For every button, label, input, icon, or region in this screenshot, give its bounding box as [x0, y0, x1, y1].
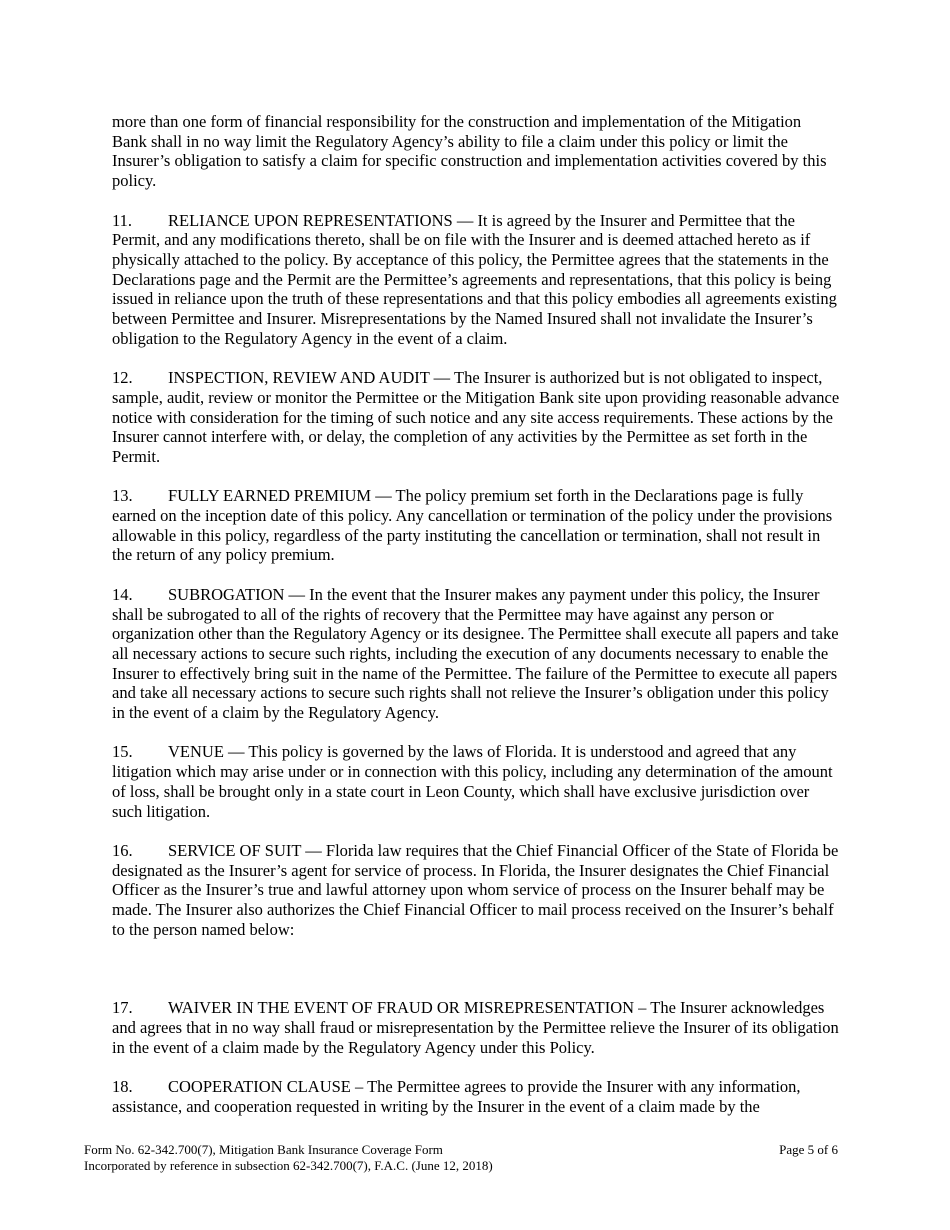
- paragraph-number: 17.: [112, 998, 133, 1018]
- paragraph-number: 13.: [112, 486, 133, 506]
- paragraph-number: 11.: [112, 210, 133, 230]
- paragraph-16: [112, 841, 840, 940]
- paragraph-18: [112, 1077, 840, 1116]
- paragraph-text: COOPERATION CLAUSE – The Permittee agrees to provide the Insurer with any information, assistance, and cooperation requested in writing by the Insurer in the event of a claim made by the: [112, 1076, 801, 1116]
- paragraph-text: VENUE — This policy is governed by the laws of Florida. It is understood and agreed that any litigation which may arise under or in connection with this policy, including any determination of the amount of loss, shall be brought only in a state court in Leon County, which shall have exclusive jurisdiction over such litigation.: [112, 742, 833, 821]
- reference-line: Incorporated by reference in subsection 62-342.700(7), F.A.C. (June 12, 2018): [84, 1158, 493, 1173]
- paragraph-number: 16.: [112, 840, 133, 860]
- page-number: Page 5 of 6: [779, 1142, 838, 1157]
- page-footer: [84, 1142, 838, 1174]
- paragraph-text: more than one form of financial responsibility for the construction and implementation of the Mitigation Bank shall in no way limit the Regulatory Agency’s ability to file a claim under this policy or limit the Insurer’s obligation to satisfy a claim for specific construction and implementation activities covered by this policy.: [112, 112, 827, 191]
- paragraph-12: [112, 368, 840, 467]
- paragraph-text: RELIANCE UPON REPRESENTATIONS — It is agreed by the Insurer and Permittee that the Permit, and any modifications thereto, shall be on file with the Insurer and is deemed attached hereto as if physically attached to the policy. By acceptance of this policy, the Permittee agrees that the statements in the Declarations page and the Permit are the Permittee’s agreements and representations, that this policy is being issued in reliance upon the truth of these representations and that this policy embodies all agreements existing between Permittee and Insurer. Misrepresentations by the Named Insured shall not invalidate the Insurer’s obligation to the Regulatory Agency in the event of a claim.: [112, 210, 837, 348]
- paragraph-text: FULLY EARNED PREMIUM — The policy premium set forth in the Declarations page is fully earned on the inception date of this policy. Any cancellation or termination of the policy under the provisions allowable in this policy, regardless of the party instituting the cancellation or termination, shall not result in the return of any policy premium.: [112, 486, 833, 565]
- form-number: Form No. 62-342.700(7), Mitigation Bank Insurance Coverage Form: [84, 1142, 443, 1157]
- paragraph-number: 12.: [112, 368, 133, 388]
- paragraph-text: WAIVER IN THE EVENT OF FRAUD OR MISREPRESENTATION – The Insurer acknowledges and agrees that in no way shall fraud or misrepresentation by the Permittee relieve the Insurer of its obligation in the event of a claim made by the Regulatory Agency under this Policy.: [112, 998, 839, 1057]
- paragraph-number: 14.: [112, 584, 133, 604]
- paragraph-number: 15.: [112, 742, 133, 762]
- paragraph-17: [112, 998, 840, 1057]
- footer-row: [84, 1142, 838, 1158]
- paragraph-continuation: [112, 112, 840, 191]
- paragraph-text: INSPECTION, REVIEW AND AUDIT — The Insurer is authorized but is not obligated to inspect, sample, audit, review or monitor the Permittee or the Mitigation Bank site upon providing reasonable advance notice with consideration for the timing of such notice and any site access requirements. These actions by the Insurer cannot interfere with, or delay, the completion of any activities by the Permittee as set forth in the Permit.: [112, 368, 840, 466]
- paragraph-text: SERVICE OF SUIT — Florida law requires that the Chief Financial Officer of the State of Florida be designated as the Insurer’s agent for service of process. In Florida, the Insurer designates the Chief Financial Officer as the Insurer’s true and lawful attorney upon whom service of process on the Insurer behalf may be made. The Insurer also authorizes the Chief Financial Officer to mail process received on the Insurer’s behalf to the person named below:: [112, 840, 839, 939]
- document-body: [112, 112, 840, 1136]
- paragraph-14: [112, 585, 840, 723]
- blank-space: [112, 959, 840, 998]
- paragraph-13: [112, 486, 840, 565]
- paragraph-11: [112, 211, 840, 349]
- paragraph-number: 18.: [112, 1076, 133, 1096]
- paragraph-15: [112, 742, 840, 821]
- paragraph-text: SUBROGATION — In the event that the Insurer makes any payment under this policy, the Insurer shall be subrogated to all of the rights of recovery that the Permittee may have against any person or organization other than the Regulatory Agency or its designee. The Permittee shall execute all papers and take all necessary actions to secure such rights, including the execution of any documents necessary to enable the Insurer to effectively bring suit in the name of the Permittee. The failure of the Permittee to execute all papers and take all necessary actions to secure such rights shall not relieve the Insurer’s obligation under this policy in the event of a claim by the Regulatory Agency.: [112, 584, 839, 723]
